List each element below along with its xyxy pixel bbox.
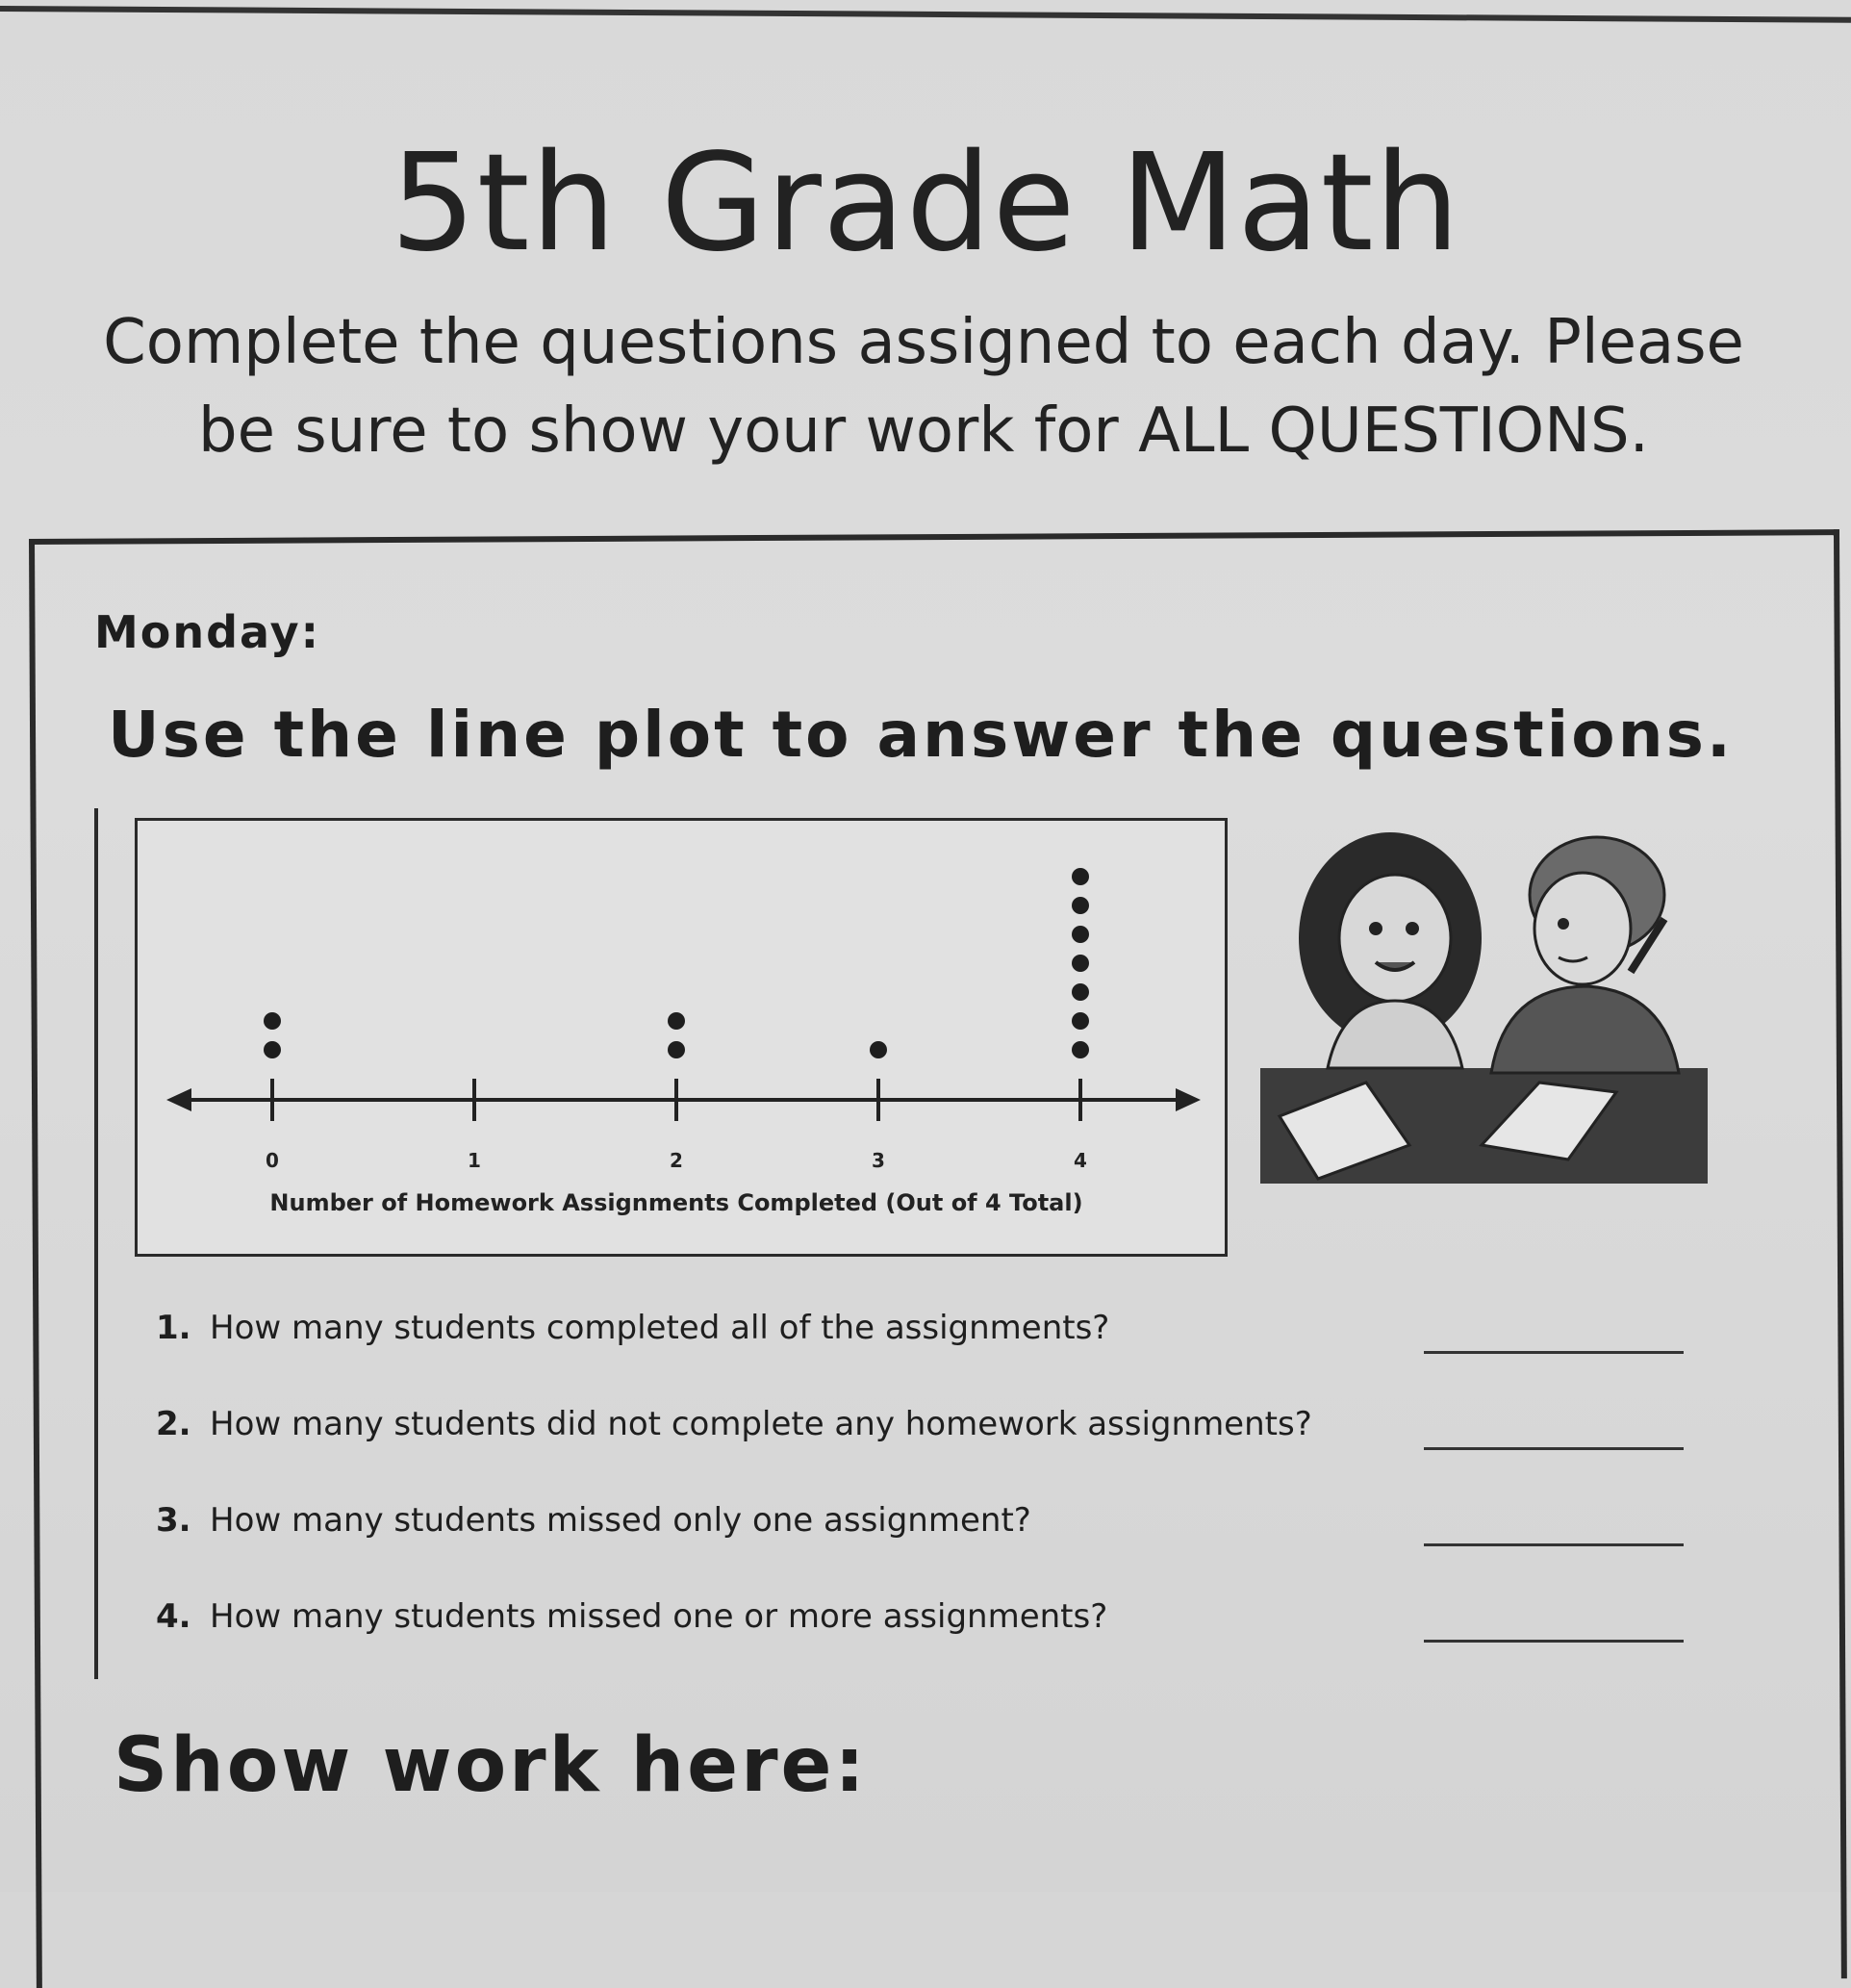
day-heading: Monday: bbox=[94, 606, 321, 658]
girl-eye-left bbox=[1369, 922, 1382, 935]
tick-label: 1 bbox=[468, 1149, 481, 1172]
left-arrow-icon bbox=[166, 1088, 191, 1111]
boy-body-shape bbox=[1491, 986, 1679, 1073]
data-dot bbox=[668, 1041, 685, 1058]
question-number: 1. bbox=[156, 1309, 191, 1347]
question-text: How many students completed all of the assignments? bbox=[210, 1309, 1110, 1347]
girl-face-shape bbox=[1339, 875, 1451, 1002]
question-1 bbox=[144, 1309, 1703, 1366]
boy-face-shape bbox=[1534, 873, 1631, 984]
section-divider bbox=[94, 808, 98, 1679]
data-dot bbox=[668, 1012, 685, 1030]
line-plot-svg bbox=[138, 821, 1225, 1254]
x-axis-label: Number of Homework Assignments Completed (Out of 4 Total) bbox=[269, 1189, 1083, 1216]
right-arrow-icon bbox=[1176, 1088, 1201, 1111]
question-2 bbox=[144, 1405, 1703, 1463]
data-dot bbox=[264, 1012, 281, 1030]
tick-label: 2 bbox=[670, 1149, 683, 1172]
page-title: 5th Grade Math bbox=[390, 125, 1461, 282]
subtitle-line-1: Complete the questions assigned to each day. Please bbox=[103, 307, 1744, 378]
question-text: How many students missed only one assignment? bbox=[210, 1501, 1031, 1540]
question-number: 2. bbox=[156, 1405, 191, 1443]
tick-label: 4 bbox=[1074, 1149, 1087, 1172]
data-dot bbox=[1072, 926, 1089, 943]
data-dot bbox=[870, 1041, 887, 1058]
boy-eye bbox=[1558, 918, 1569, 930]
question-3 bbox=[144, 1501, 1703, 1559]
question-text: How many students did not complete any homework assignments? bbox=[210, 1405, 1312, 1443]
data-dot bbox=[264, 1041, 281, 1058]
answer-blank-4[interactable] bbox=[1424, 1640, 1684, 1643]
girl-eye-right bbox=[1406, 922, 1419, 935]
question-4 bbox=[144, 1597, 1703, 1655]
answer-blank-1[interactable] bbox=[1424, 1351, 1684, 1354]
tick-label: 3 bbox=[872, 1149, 885, 1172]
students-illustration bbox=[1251, 828, 1712, 1203]
data-dot bbox=[1072, 1041, 1089, 1058]
line-plot-instruction: Use the line plot to answer the questions. bbox=[108, 698, 1734, 772]
answer-blank-2[interactable] bbox=[1424, 1447, 1684, 1450]
subtitle-line-2: be sure to show your work for ALL QUESTIONS. bbox=[198, 395, 1649, 467]
data-dot bbox=[1072, 897, 1089, 914]
question-text: How many students missed one or more assignments? bbox=[210, 1597, 1108, 1636]
show-work-heading: Show work here: bbox=[114, 1722, 868, 1809]
data-dot bbox=[1072, 955, 1089, 972]
data-dot bbox=[1072, 868, 1089, 885]
top-border bbox=[0, 6, 1851, 23]
answer-blank-3[interactable] bbox=[1424, 1543, 1684, 1546]
instructions-subtitle bbox=[38, 298, 1809, 475]
tick-label: 0 bbox=[266, 1149, 279, 1172]
question-number: 3. bbox=[156, 1501, 191, 1540]
data-dot bbox=[1072, 1012, 1089, 1030]
line-plot bbox=[135, 818, 1228, 1257]
question-number: 4. bbox=[156, 1597, 191, 1636]
data-dot bbox=[1072, 983, 1089, 1001]
